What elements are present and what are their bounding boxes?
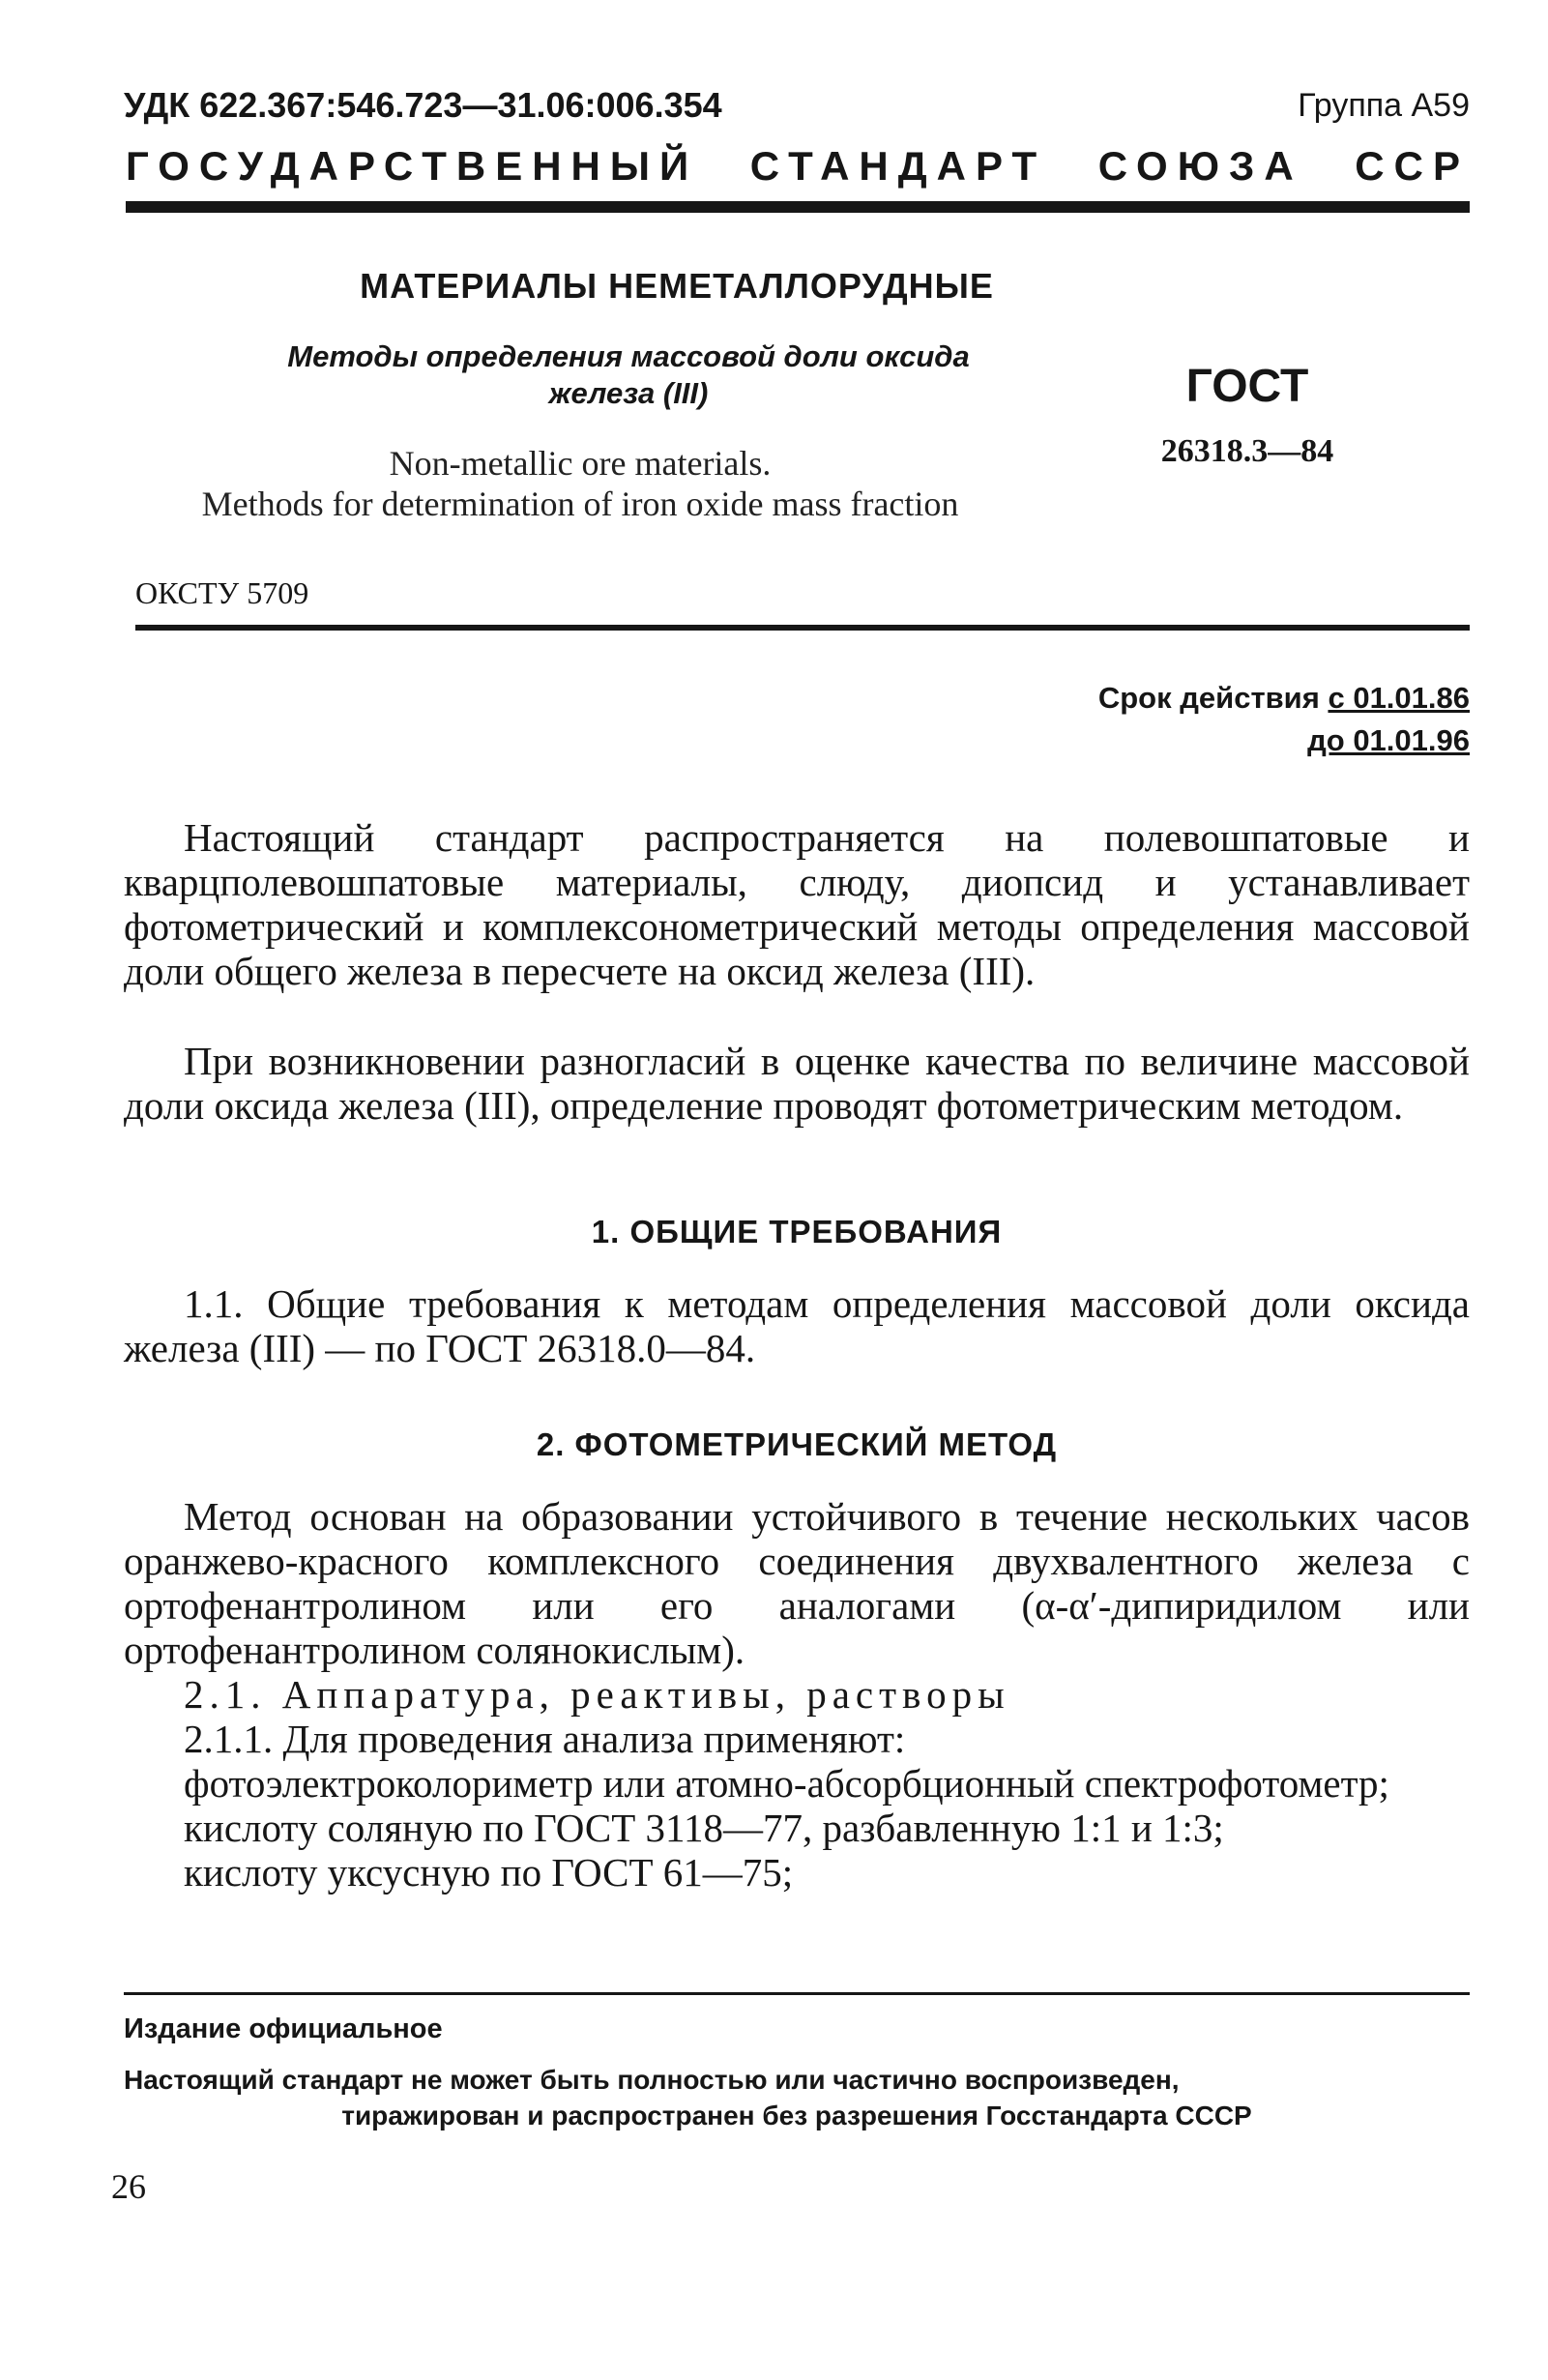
list-item-2: кислоту соляную по ГОСТ 3118—77, разбавленную 1:1 и 1:3; [184, 1806, 1224, 1850]
english-title-line-2: Methods for determination of iron oxide mass fraction [201, 485, 959, 523]
state-standard-word-3: СОЮЗА [1097, 143, 1303, 189]
document-title: МАТЕРИАЛЫ НЕМЕТАЛЛОРУДНЫЕ [360, 266, 994, 306]
subtitle-line-1: Методы определения массовой доли оксида [287, 339, 970, 373]
state-standard-word-4: ССР [1355, 143, 1470, 189]
list-item-1: фотоэлектроколориметр или атомно-абсорбционный спектрофотометр; [184, 1761, 1389, 1806]
udk-code: УДК 622.367:546.723—31.06:006.354 [124, 85, 722, 125]
notice-line-1: Настоящий стандарт не может быть полностью или частично воспроизведен, [124, 2065, 1180, 2095]
state-standard-word-1: ГОСУДАРСТВЕННЫЙ [126, 143, 699, 189]
gost-label: ГОСТ [1185, 361, 1309, 412]
gost-number: 26318.3—84 [1160, 433, 1334, 469]
section-2-title: 2. ФОТОМЕТРИЧЕСКИЙ МЕТОД [536, 1426, 1058, 1462]
intro-paragraph-1 [124, 815, 1470, 993]
section-1-title: 1. ОБЩИЕ ТРЕБОВАНИЯ [591, 1214, 1003, 1249]
section-2-body [124, 1494, 1470, 1895]
okstu-code: ОКСТУ 5709 [135, 575, 309, 610]
intro-text-2: При возникновении разногласий в оценке качества по величине массовой доли оксида железа (III), определение проводят фотометрическим методом. [124, 1039, 1470, 1128]
section-2-1-1: 2.1.1. Для проведения анализа применяют: [184, 1717, 906, 1761]
validity-from: с 01.01.86 [1328, 681, 1470, 715]
validity-label: Срок действия [1097, 681, 1320, 715]
document-subtitle [242, 338, 1015, 412]
list-item-3: кислоту уксусную по ГОСТ 61—75; [184, 1850, 794, 1895]
page-number: 26 [111, 2167, 146, 2206]
state-standard-heading [126, 143, 1470, 190]
english-title [97, 443, 1064, 524]
title-rule [135, 625, 1470, 631]
section-2-1-heading [124, 1672, 1470, 1717]
group-code: Группа А59 [1298, 87, 1470, 124]
footer-rule [124, 1992, 1470, 1995]
intro-paragraph-2 [124, 1039, 1470, 1128]
subtitle-line-2: железа (III) [548, 376, 709, 410]
header-rule [126, 201, 1470, 213]
section-1-body [124, 1281, 1470, 1370]
validity-to: до 01.01.96 [1307, 723, 1470, 757]
validity-period [967, 677, 1470, 762]
english-title-line-1: Non-metallic ore materials. [389, 444, 772, 483]
intro-text-1: Настоящий стандарт распространяется на полевошпатовые и кварцполевошпатовые материалы, слюду, диопсид и устанавливает фотометрический и комплексонометрический методы определения массовой доли общего железа в пересчете на оксид железа (III). [124, 815, 1470, 993]
state-standard-word-2: СТАНДАРТ [749, 143, 1047, 189]
section-2-intro: Метод основан на образовании устойчивого в течение нескольких часов оранжево-красного комплексного соединения двухвалентного железа с ортофенантролином или его аналогами (α-α′-дипиридилом или ортофенантролином солянокислым). [124, 1494, 1470, 1672]
section-1-text: 1.1. Общие требования к методам определения массовой доли оксида железа (III) — по ГОСТ 26318.0—84. [124, 1281, 1470, 1370]
section-2-1-text: 2.1. Аппаратура, реактивы, растворы [184, 1672, 1010, 1717]
notice-line-2: тиражирован и распространен без разрешения Госстандарта СССР [341, 2101, 1252, 2130]
edition-label: Издание официальное [124, 2013, 443, 2044]
